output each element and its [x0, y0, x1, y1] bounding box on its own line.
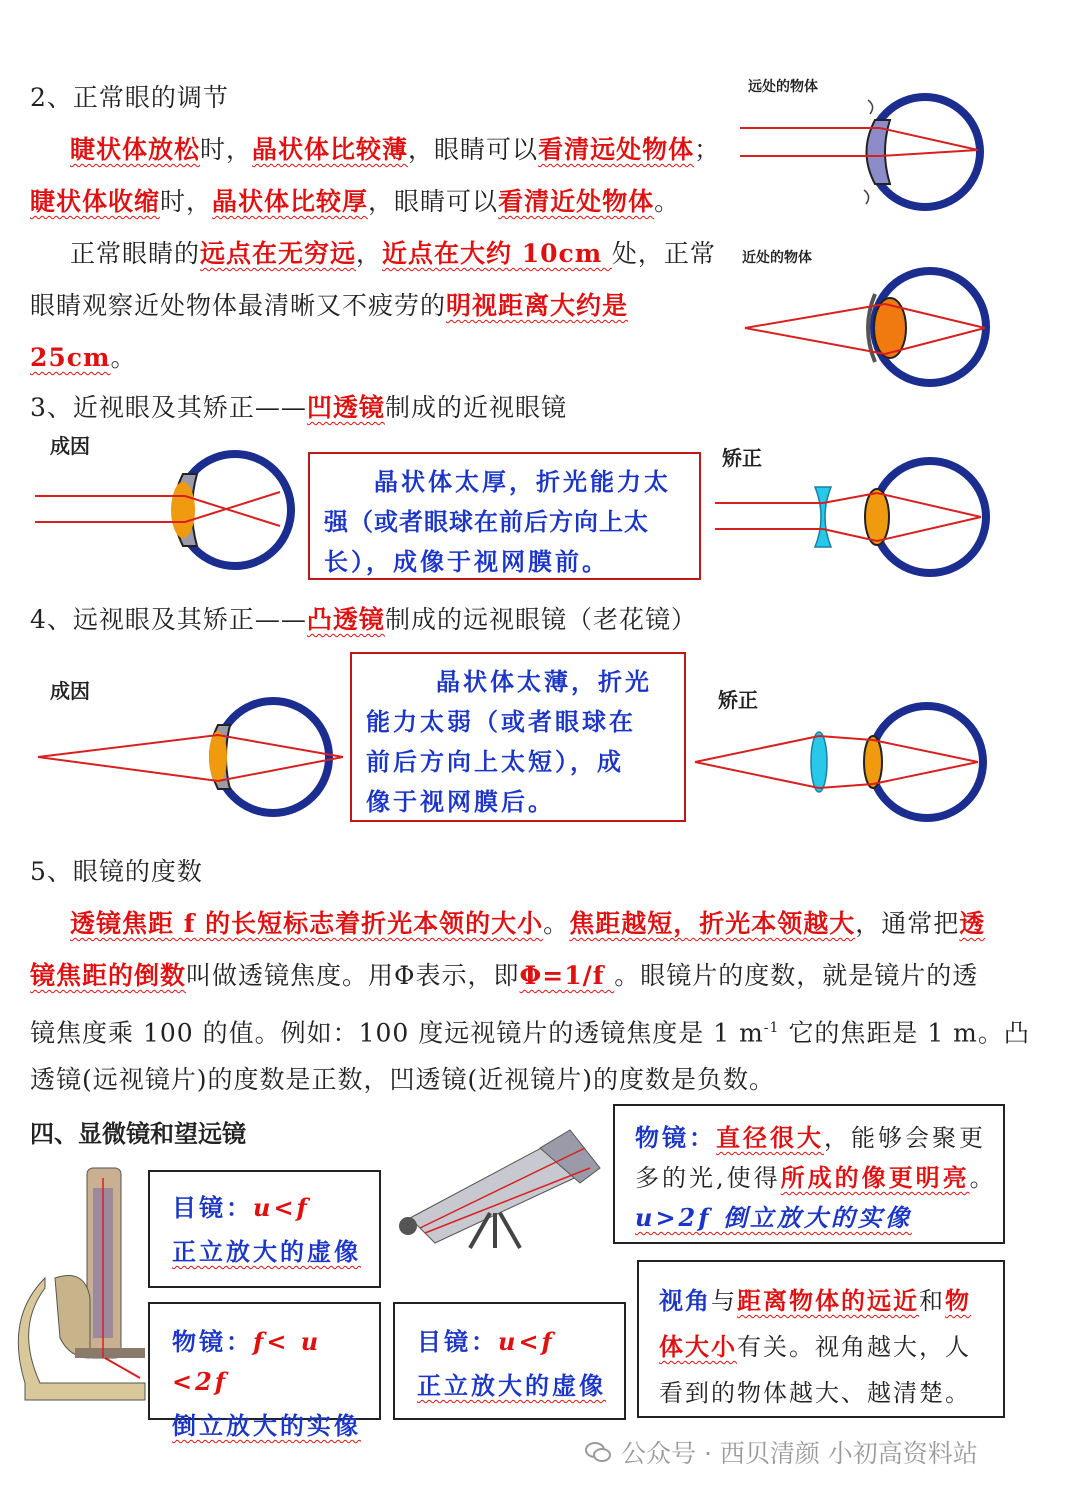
s3-cause-label: 成因 — [50, 434, 90, 458]
myopia-info-box: 晶状体太厚，折光能力太 强（或者眼球在前后方向上太 长），成像于视网膜前。 — [308, 452, 701, 580]
section4-title: 4、远视眼及其矫正——凸透镜制成的远视眼镜（老花镜） — [30, 605, 697, 634]
s4-cause-label: 成因 — [50, 679, 90, 703]
s5-line1: 透镜焦距 f 的长短标志着折光本领的大小。焦距越短，折光本领越大，通常把透 — [70, 909, 986, 938]
s2-line2: 睫状体收缩时，晶状体比较厚，眼睛可以看清近处物体。 — [30, 187, 681, 216]
telescope-image — [390, 1118, 610, 1248]
s2-line3: 正常眼睛的远点在无穷远，近点在大约 10cm 处，正常 — [70, 239, 716, 268]
s2-line5: 25cm。 — [30, 343, 137, 372]
tele-objective-box: 物镜：直径很大，能够会聚更 多的光,使得所成的像更明亮。 u>2f 倒立放大的实像 — [613, 1104, 1005, 1244]
eye-far-diagram — [740, 90, 1000, 215]
micro-eyepiece-box: 目镜：u<f 正立放大的虚像 — [148, 1170, 381, 1288]
section3-title: 3、近视眼及其矫正——凹透镜制成的近视眼镜 — [30, 393, 567, 422]
wechat-icon — [585, 1440, 611, 1464]
watermark: 公众号 · 西贝清颜 小初高资料站 — [585, 1434, 978, 1470]
eye-near-diagram — [745, 262, 1005, 392]
s4-fix-label: 矫正 — [718, 688, 758, 712]
myopia-eye-diagram — [35, 448, 300, 578]
fig-near-label: 近处的物体 — [742, 250, 812, 266]
hyperopia-eye-diagram — [38, 695, 348, 825]
myopia-corrected-diagram — [715, 455, 1005, 585]
section2-title: 2、正常眼的调节 — [30, 83, 229, 112]
section-microscope-title: 四、显微镜和望远镜 — [30, 1120, 246, 1148]
s5-line3: 镜焦度乘 100 的值。例如：100 度远视镜片的透镜焦度是 1 $m^{-1}$ 它的焦距是 1 m。凸 — [30, 1018, 1030, 1048]
section5-title: 5、眼镜的度数 — [30, 857, 203, 886]
s2-line1: 睫状体放松时，晶状体比较薄，眼睛可以看清远处物体； — [70, 135, 721, 164]
fig-far-label: 远处的物体 — [748, 79, 818, 95]
s3-fix-label: 矫正 — [722, 446, 762, 470]
visual-angle-box: 视角与距离物体的远近和物 体大小有关。视角越大，人 看到的物体越大、越清楚。 — [637, 1260, 1005, 1418]
s5-line2: 镜焦距的倒数叫做透镜焦度。用Φ表示，即Φ=1/f 。眼镜片的度数，就是镜片的透 — [30, 961, 979, 990]
hyperopia-corrected-diagram — [695, 700, 1000, 830]
tele-eyepiece-box: 目镜：u<f 正立放大的虚像 — [393, 1302, 626, 1420]
microscope-image — [15, 1168, 155, 1408]
s5-line4: 透镜(远视镜片)的度数是正数，凹透镜(近视镜片)的度数是负数。 — [30, 1065, 776, 1094]
t: 睫状体放松 — [70, 135, 201, 164]
micro-objective-box: 物镜：f< u <2f 倒立放大的实像 — [148, 1302, 381, 1420]
s2-line4: 眼睛观察近处物体最清晰又不疲劳的明视距离大约是 — [30, 291, 629, 320]
hyperopia-info-box: 晶状体太薄，折光 能力太弱（或者眼球在 前后方向上太短），成 像于视网膜后。 — [350, 652, 686, 822]
